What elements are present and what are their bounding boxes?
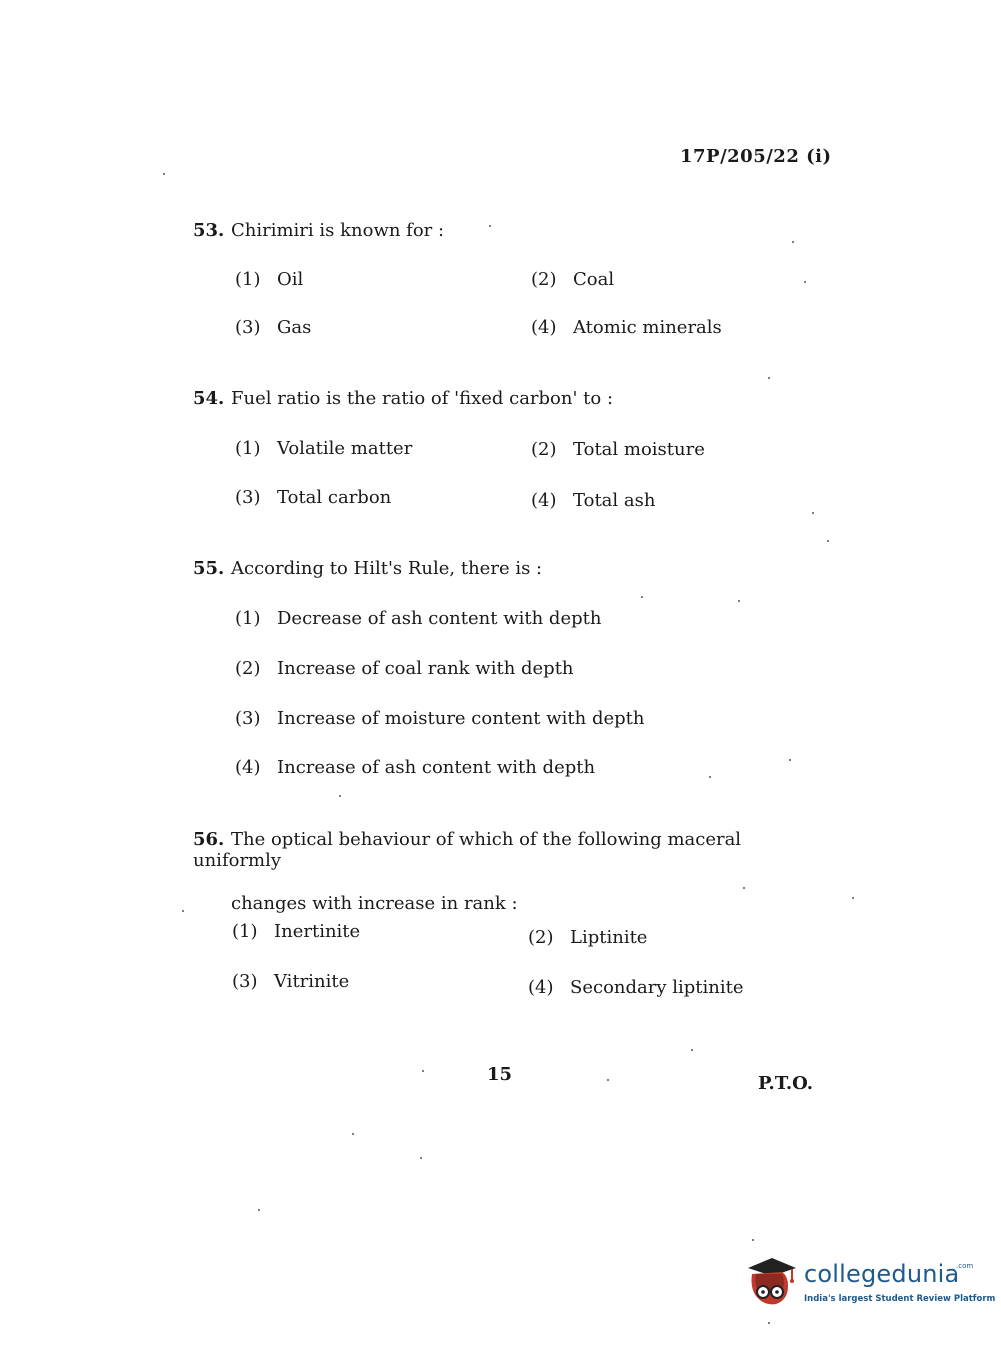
q55-option-2[interactable]: (2) Increase of coal rank with depth [235, 658, 574, 679]
scan-speck [768, 377, 770, 379]
question-56 [193, 829, 833, 914]
scan-speck [641, 596, 643, 598]
question-text: The optical behaviour of which of the following maceral uniformly [193, 829, 742, 871]
q56-option-1[interactable]: (1) Inertinite [232, 921, 361, 942]
paper-code: 17P/205/22 (i) [680, 146, 832, 167]
q53-option-1[interactable]: (1) Oil [235, 269, 304, 290]
scan-speck [812, 512, 814, 514]
scan-speck [258, 1209, 260, 1211]
scan-speck [420, 1157, 422, 1159]
scan-speck [691, 1049, 693, 1051]
question-53 [193, 220, 833, 241]
scan-speck [738, 600, 740, 602]
scan-speck [489, 225, 491, 227]
q56-option-3[interactable]: (3) Vitrinite [232, 971, 350, 992]
question-number: 55. [193, 558, 225, 579]
q53-option-4[interactable]: (4) Atomic minerals [531, 317, 722, 338]
question-number: 53. [193, 220, 225, 241]
q53-option-3[interactable]: (3) Gas [235, 317, 312, 338]
q54-option-4[interactable]: (4) Total ash [531, 490, 656, 511]
scan-speck [352, 1133, 354, 1135]
q54-option-3[interactable]: (3) Total carbon [235, 487, 392, 508]
scan-speck [182, 910, 184, 912]
mascot-icon [742, 1252, 800, 1310]
question-55 [193, 558, 833, 579]
brand-tagline: India's largest Student Review Platform [804, 1294, 996, 1304]
scan-speck [852, 897, 854, 899]
scan-speck [709, 776, 711, 778]
question-text: According to Hilt's Rule, there is : [231, 558, 543, 579]
scan-speck [743, 887, 745, 889]
brand-name: collegedunia [804, 1260, 960, 1288]
scan-speck [789, 759, 791, 761]
q56-option-2[interactable]: (2) Liptinite [528, 927, 648, 948]
scan-speck [752, 1239, 754, 1241]
q53-option-2[interactable]: (2) Coal [531, 269, 615, 290]
q55-option-3[interactable]: (3) Increase of moisture content with depth [235, 708, 645, 729]
collegedunia-watermark [742, 1252, 996, 1312]
q54-option-1[interactable]: (1) Volatile matter [235, 438, 413, 459]
question-text: Fuel ratio is the ratio of 'fixed carbon' to : [231, 388, 614, 409]
q56-option-4[interactable]: (4) Secondary liptinite [528, 977, 744, 998]
q54-option-2[interactable]: (2) Total moisture [531, 439, 705, 460]
question-54 [193, 388, 833, 409]
brand-domain: .com [956, 1262, 974, 1270]
q55-option-1[interactable]: (1) Decrease of ash content with depth [235, 608, 602, 629]
scan-speck [792, 241, 794, 243]
question-number: 56. [193, 829, 225, 850]
question-number: 54. [193, 388, 225, 409]
q55-option-4[interactable]: (4) Increase of ash content with depth [235, 757, 596, 778]
page-number: 15 [487, 1064, 513, 1085]
pto-label: P.T.O. [758, 1073, 814, 1094]
scan-speck [607, 1079, 609, 1081]
scan-speck [768, 1322, 770, 1324]
scan-speck [827, 540, 829, 542]
question-text: Chirimiri is known for : [231, 220, 445, 241]
scan-speck [422, 1070, 424, 1072]
scan-speck [163, 173, 165, 175]
scan-speck [804, 281, 806, 283]
question-text-continued: changes with increase in rank : [231, 893, 518, 914]
scan-speck [339, 795, 341, 797]
